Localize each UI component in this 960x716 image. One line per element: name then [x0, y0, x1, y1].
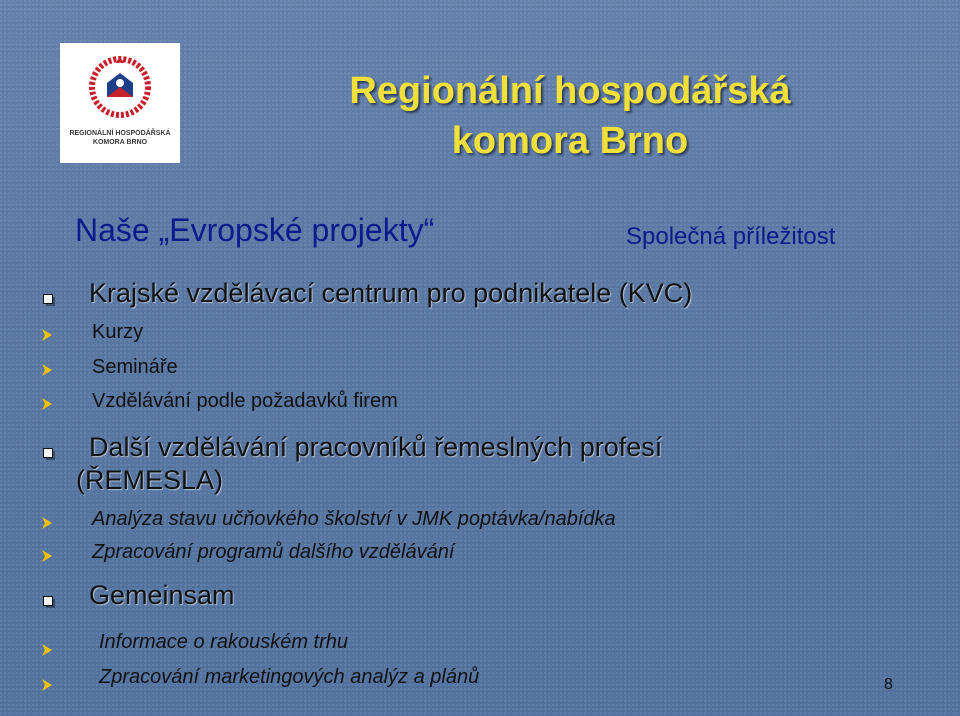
chamber-emblem-icon — [85, 51, 155, 125]
logo-name-line1: REGIONÁLNÍ HOSPODÁŘSKÁ — [69, 130, 171, 137]
list-item-main: Gemeinsam — [89, 580, 235, 610]
list-item-main: Krajské vzdělávací centrum pro podnikatele (KVC) — [89, 278, 693, 308]
arrow-bullet-icon — [42, 517, 52, 529]
arrow-bullet-icon — [42, 329, 52, 341]
list-item-sub: Semináře — [92, 356, 178, 378]
tagline: Společná příležitost — [626, 223, 836, 250]
list-item-sub: Zpracování marketingových analýz a plánů — [99, 666, 480, 688]
logo-name-line2: KOMORA BRNO — [92, 139, 148, 146]
arrow-bullet-icon — [42, 398, 52, 410]
list-item-sub: Zpracování programů dalšího vzdělávání — [92, 541, 455, 563]
section-subtitle: Naše „Evropské projekty“ — [75, 212, 435, 248]
arrow-bullet-icon — [42, 550, 52, 562]
square-bullet-icon — [43, 596, 53, 606]
page-number: 8 — [884, 676, 893, 693]
list-item-sub: Informace o rakouském trhu — [99, 631, 348, 653]
list-item-sub: Analýza stavu učňovkého školství v JMK poptávka/nabídka — [92, 508, 616, 530]
list-item-sub: Kurzy — [92, 321, 144, 343]
arrow-bullet-icon — [42, 364, 52, 376]
page-title — [300, 66, 840, 166]
list-item-main-continued: (ŘEMESLA) — [76, 465, 224, 495]
chamber-logo — [60, 43, 180, 163]
title-line2: komora Brno — [451, 120, 689, 162]
list-item-main: Další vzdělávání pracovníků řemeslných profesí — [89, 432, 663, 462]
square-bullet-icon — [43, 448, 53, 458]
list-item-sub: Vzdělávání podle požadavků firem — [92, 390, 398, 412]
square-bullet-icon — [43, 294, 53, 304]
title-line1: Regionální hospodářská — [349, 70, 791, 112]
arrow-bullet-icon — [42, 644, 52, 656]
arrow-bullet-icon — [42, 679, 52, 691]
